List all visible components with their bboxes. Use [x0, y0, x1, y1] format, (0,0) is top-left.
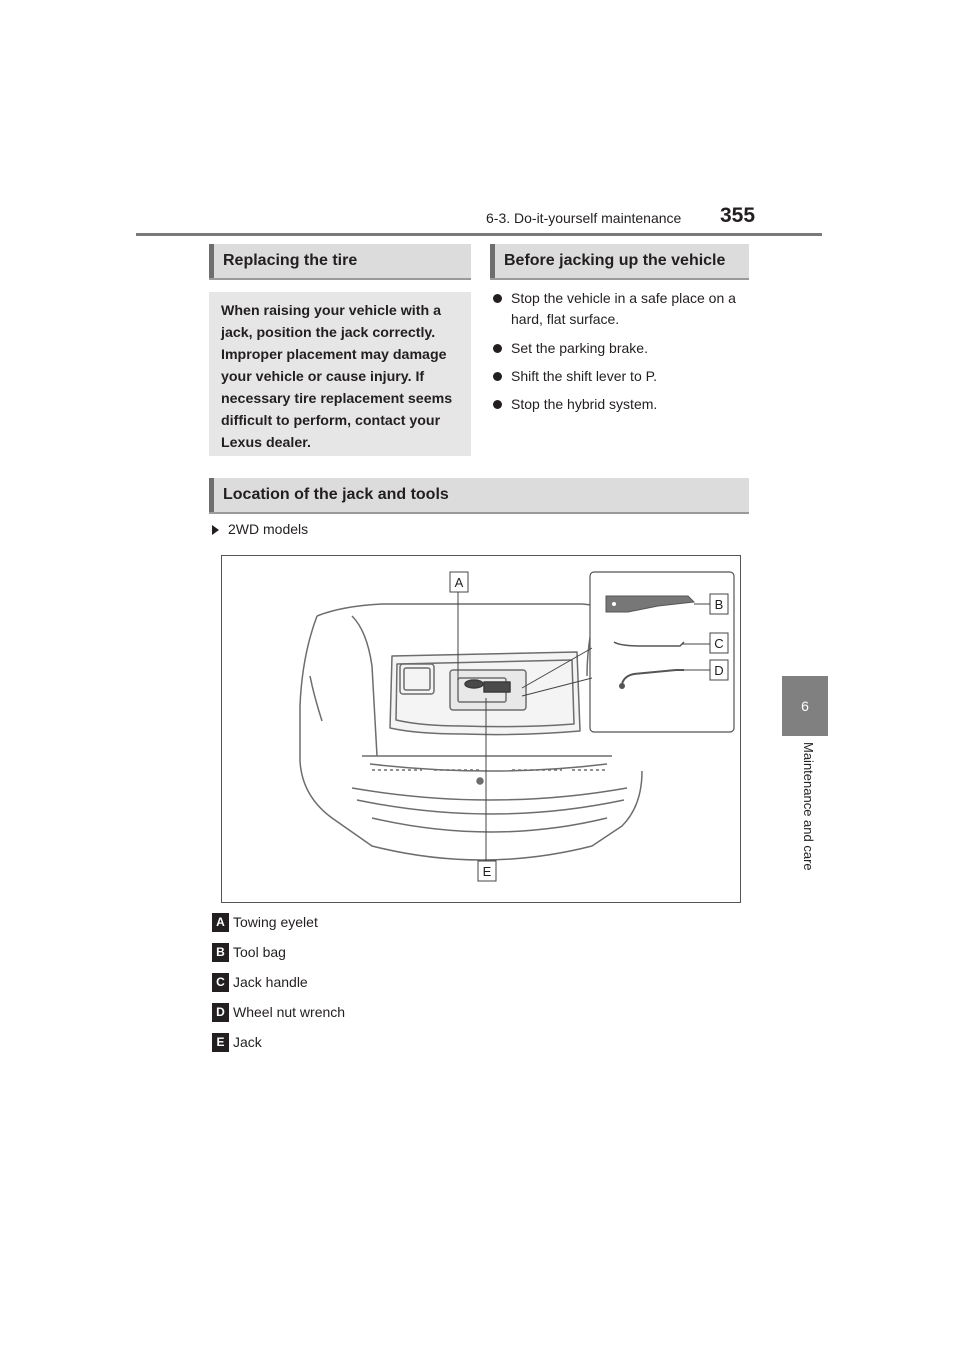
running-header-section: 6-3. Do-it-yourself maintenance	[486, 210, 682, 226]
heading-location	[209, 478, 749, 514]
bullet-item	[493, 394, 749, 415]
callout-a: A	[454, 575, 464, 590]
jack-location-illustration	[221, 555, 741, 903]
bullet-dot-icon	[493, 400, 502, 409]
legend-text: Tool bag	[233, 944, 286, 960]
heading-location-text: Location of the jack and tools	[223, 486, 449, 503]
heading-replacing-tire-text: Replacing the tire	[223, 252, 358, 269]
bullet-text: Shift the shift lever to P.	[511, 368, 658, 384]
legend-text: Towing eyelet	[233, 914, 318, 930]
model-label-text: 2WD models	[228, 521, 309, 537]
bullet-dot-icon	[493, 294, 502, 303]
bullet-item	[493, 366, 749, 387]
heading-before-jacking-text: Before jacking up the vehicle	[504, 252, 726, 269]
heading-replacing-tire	[209, 244, 471, 280]
heading-before-jacking	[490, 244, 749, 280]
legend-text: Wheel nut wrench	[233, 1004, 346, 1020]
bullet-text: Stop the hybrid system.	[511, 396, 658, 412]
caution-note-box	[209, 292, 471, 456]
bullet-item	[493, 288, 749, 330]
callout-d: D	[714, 663, 724, 678]
callout-e: E	[482, 864, 492, 879]
callout-b: B	[714, 597, 724, 612]
legend-key-badge: B	[212, 943, 229, 962]
legend-key-badge: C	[212, 973, 229, 992]
legend-key-badge: D	[212, 1003, 229, 1022]
callout-c: C	[714, 636, 724, 651]
legend-key-badge: A	[212, 913, 229, 932]
triangle-marker-icon	[212, 525, 219, 535]
model-label	[212, 521, 308, 537]
page-number: 355	[720, 204, 756, 227]
legend-text: Jack	[233, 1034, 262, 1050]
vehicle-cargo-drawing	[222, 556, 740, 902]
chapter-title: Maintenance and care	[801, 742, 816, 871]
bullet-text: Stop the vehicle in a safe place on a hard, flat surface.	[511, 290, 736, 327]
legend-text: Jack handle	[233, 974, 308, 990]
chapter-number: 6	[801, 698, 809, 714]
legend-key-badge: E	[212, 1033, 229, 1052]
bullet-dot-icon	[493, 372, 502, 381]
bullet-text: Set the parking brake.	[511, 340, 648, 356]
bullet-dot-icon	[493, 344, 502, 353]
bullet-item	[493, 338, 749, 359]
caution-note-text: When raising your vehicle with a jack, position the jack correctly. Improper placement may damage your vehicle or cause injury. If necessary tire replacement seems difficult to perform, contact your Lexus dealer.	[221, 303, 453, 451]
header-rule	[136, 233, 822, 236]
